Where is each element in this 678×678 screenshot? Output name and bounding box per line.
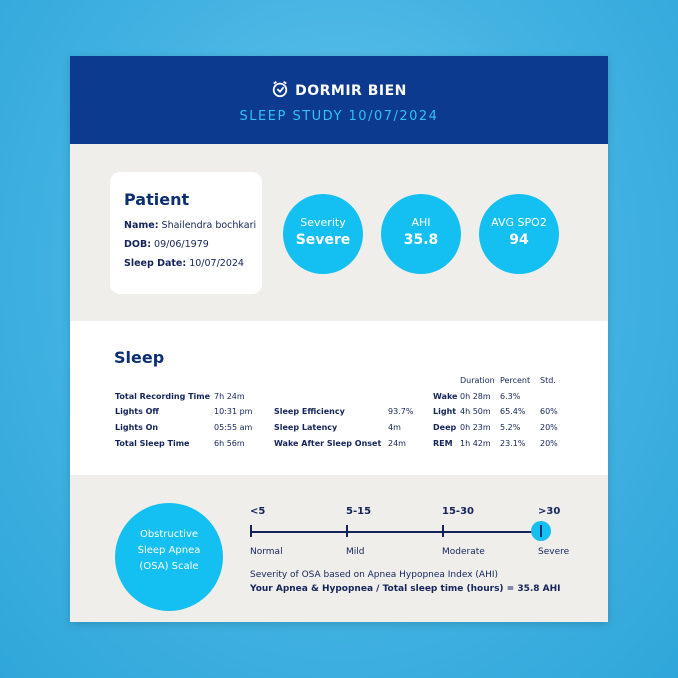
ahi-label: AHI bbox=[411, 216, 431, 229]
metric-value: 93.7% bbox=[388, 407, 414, 416]
stage-duration: 4h 50m bbox=[460, 407, 491, 416]
osa-note: Severity of OSA based on Apnea Hypopnea Index (AHI) bbox=[250, 570, 499, 580]
stage-percent: 6.3% bbox=[500, 392, 521, 401]
brand-name: DORMIR BIEN bbox=[295, 83, 407, 99]
stage-name: REM bbox=[433, 439, 453, 448]
level-mild: Mild bbox=[346, 547, 365, 557]
level-severe: Severe bbox=[538, 547, 570, 557]
osa-circle-line: Sleep Apnea bbox=[137, 545, 201, 556]
metric-value: 24m bbox=[388, 439, 406, 448]
sleep-title: Sleep bbox=[114, 348, 165, 367]
metric-label: Lights On bbox=[115, 423, 159, 432]
patient-dob: 09/06/1979 bbox=[154, 239, 209, 250]
metric-value: 10:31 pm bbox=[214, 407, 253, 416]
ahi-circle bbox=[381, 194, 461, 274]
report-card bbox=[70, 56, 608, 622]
range-moderate: 15-30 bbox=[442, 506, 474, 517]
marker-line bbox=[540, 525, 542, 537]
metric-label: Sleep Efficiency bbox=[274, 407, 345, 416]
metric-value: 7h 24m bbox=[214, 392, 245, 401]
metric-label: Total Sleep Time bbox=[115, 439, 190, 448]
severity-circle bbox=[283, 194, 363, 274]
severity-label: Severity bbox=[300, 216, 346, 229]
stage-std: 20% bbox=[540, 423, 558, 432]
patient-title: Patient bbox=[124, 190, 190, 209]
alarm-clock-icon bbox=[271, 80, 289, 102]
scale-tick bbox=[346, 525, 348, 537]
range-normal: <5 bbox=[250, 506, 266, 517]
stage-duration: 0h 23m bbox=[460, 423, 491, 432]
stage-percent: 65.4% bbox=[500, 407, 526, 416]
range-severe: >30 bbox=[538, 506, 561, 517]
spo2-circle bbox=[479, 194, 559, 274]
osa-formula: Your Apnea & Hypopnea / Total sleep time (hours) = 35.8 AHI bbox=[250, 584, 561, 594]
osa-scale-circle bbox=[115, 503, 223, 611]
stage-name: Wake bbox=[433, 392, 458, 401]
percent-header: Percent bbox=[500, 376, 531, 385]
name-label: Name: bbox=[124, 220, 159, 231]
range-mild: 5-15 bbox=[346, 506, 372, 517]
report-header bbox=[70, 56, 608, 144]
std-header: Std. bbox=[540, 376, 556, 385]
sleep-section bbox=[70, 321, 608, 475]
severity-marker bbox=[531, 521, 551, 541]
metric-label: Wake After Sleep Onset bbox=[274, 439, 382, 448]
stage-percent: 5.2% bbox=[500, 423, 521, 432]
stage-name: Deep bbox=[433, 423, 457, 432]
osa-scale-line bbox=[250, 531, 540, 533]
sleep-date: 10/07/2024 bbox=[189, 258, 244, 269]
metric-value: 05:55 am bbox=[214, 423, 253, 432]
stage-duration: 1h 42m bbox=[460, 439, 491, 448]
dob-label: DOB: bbox=[124, 239, 152, 250]
metric-value: 6h 56m bbox=[214, 439, 245, 448]
stage-duration: 0h 28m bbox=[460, 392, 491, 401]
patient-date-row bbox=[124, 258, 244, 269]
metric-label: Sleep Latency bbox=[274, 423, 338, 432]
metric-value: 4m bbox=[388, 423, 401, 432]
stage-std: 60% bbox=[540, 407, 558, 416]
duration-header: Duration bbox=[460, 376, 495, 385]
spo2-value: 94 bbox=[509, 232, 529, 248]
patient-name-row bbox=[124, 220, 256, 231]
scale-tick bbox=[250, 525, 252, 537]
date-label: Sleep Date: bbox=[124, 258, 187, 269]
scale-tick bbox=[442, 525, 444, 537]
brand bbox=[70, 80, 608, 102]
level-normal: Normal bbox=[250, 547, 283, 557]
patient-name: Shailendra bochkari bbox=[161, 220, 257, 231]
patient-dob-row bbox=[124, 239, 209, 250]
osa-circle-line: Obstructive bbox=[139, 529, 199, 540]
stage-percent: 23.1% bbox=[500, 439, 526, 448]
ahi-value: 35.8 bbox=[403, 232, 439, 248]
severity-value: Severe bbox=[295, 232, 351, 248]
patient-card bbox=[110, 172, 262, 294]
study-title: SLEEP STUDY 10/07/2024 bbox=[239, 109, 439, 124]
metric-label: Total Recording Time bbox=[115, 392, 211, 401]
osa-circle-line: (OSA) Scale bbox=[139, 561, 199, 572]
stage-name: Light bbox=[433, 407, 457, 416]
level-moderate: Moderate bbox=[442, 547, 485, 557]
metric-label: Lights Off bbox=[115, 407, 159, 416]
spo2-label: AVG SPO2 bbox=[491, 216, 547, 229]
stage-std: 20% bbox=[540, 439, 558, 448]
